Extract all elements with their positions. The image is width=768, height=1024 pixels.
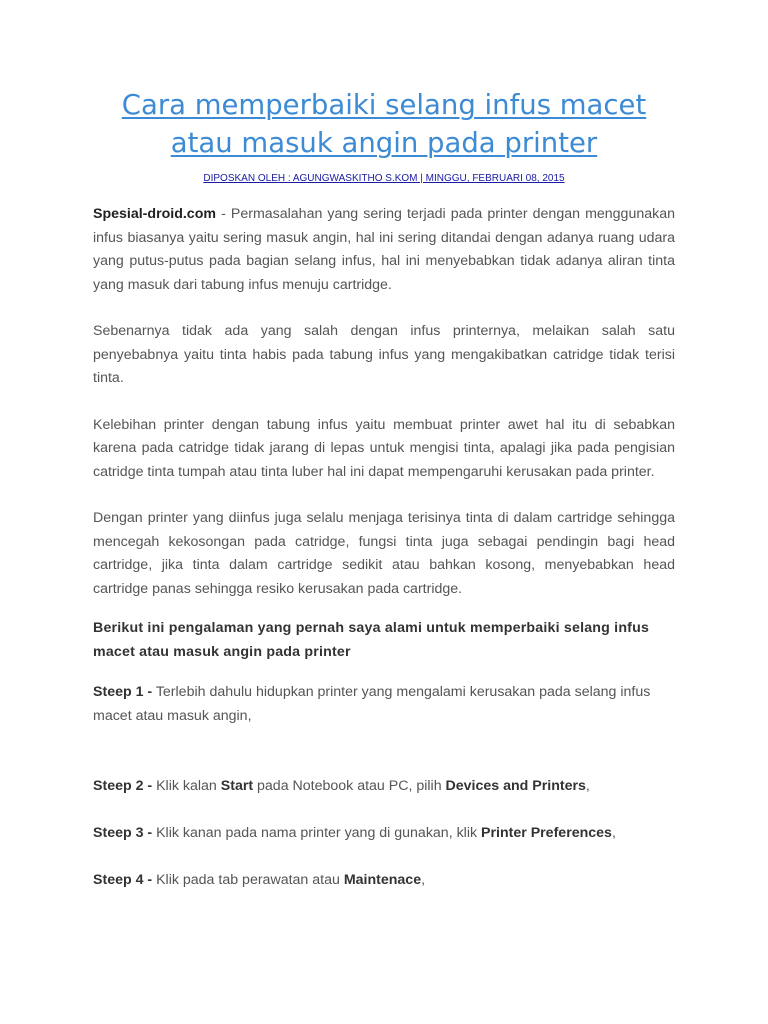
article-body bbox=[93, 203, 675, 601]
step-keyword: Maintenace bbox=[343, 872, 422, 888]
step-label: Steep 4 - bbox=[93, 872, 153, 888]
step-text: pada Notebook atau PC, pilih bbox=[253, 778, 446, 794]
paragraph: Dengan printer yang diinfus juga selalu menjaga terisinya tinta di dalam cartridge sehingga mencegah kekosongan pada catridge, fungsi tinta juga sebagai pendingin bagi head cartridge, jika tinta dalam cartridge sedikit atau bahkan kosong, menyebabkan head cartridge panas sehingga resiko kerusakan pada cartridge. bbox=[93, 510, 675, 597]
step-text: Klik kalan bbox=[152, 778, 221, 794]
intro-text: - Permasalahan yang sering terjadi pada printer dengan menggunakan infus biasanya yaitu sering masuk angin, hal ini sering ditandai dengan adanya ruang udara yang putus-putus pada bagian selang infus, hal ini menyebabkan tidak adanya aliran tinta yang masuk dari tabung infus menuju cartridge. bbox=[93, 206, 675, 293]
step-item bbox=[93, 869, 675, 893]
step-keyword: Start bbox=[220, 778, 254, 794]
step-keyword: Devices and Printers bbox=[445, 778, 586, 794]
steps-heading: Berikut ini pengalaman yang pernah saya alami untuk memperbaiki selang infus macet atau masuk angin pada printer bbox=[93, 620, 650, 660]
step-text: Klik pada tab perawatan atau bbox=[152, 872, 344, 888]
step-label: Steep 3 - bbox=[93, 825, 153, 841]
paragraph: Sebenarnya tidak ada yang salah dengan infus printernya, melaikan salah satu penyebabnya yaitu tinta habis pada tabung infus yang mengakibatkan catridge tidak terisi tinta. bbox=[93, 323, 675, 386]
post-meta-link[interactable]: DIPOSKAN OLEH : AGUNGWASKITHO S.KOM | MINGGU, FEBRUARI 08, 2015 bbox=[203, 173, 565, 184]
step-item bbox=[93, 775, 675, 799]
step-label: Steep 1 - bbox=[93, 684, 153, 700]
step-text: Terlebih dahulu hidupkan printer yang mengalami kerusakan pada selang infus macet atau masuk angin, bbox=[93, 684, 651, 724]
step-item bbox=[93, 822, 675, 846]
paragraph: Kelebihan printer dengan tabung infus yaitu membuat printer awet hal itu di sebabkan karena pada catridge tidak jarang di lepas untuk mengisi tinta, apalagi jika pada pengisian catridge tinta tumpah atau tinta luber hal ini dapat mempengaruhi kerusakan pada printer. bbox=[93, 416, 675, 480]
post-meta bbox=[93, 172, 675, 186]
step-text: Klik kanan pada nama printer yang di gunakan, klik bbox=[152, 825, 482, 841]
step-text: , bbox=[585, 778, 590, 794]
step-text: , bbox=[421, 872, 426, 888]
article-title[interactable]: Cara memperbaiki selang infus macet atau masuk angin pada printer bbox=[121, 89, 647, 159]
step-label: Steep 2 - bbox=[93, 778, 153, 794]
article bbox=[93, 86, 675, 893]
intro-paragraph bbox=[93, 203, 675, 297]
site-name: Spesial-droid.com bbox=[93, 206, 216, 222]
step-text: , bbox=[611, 825, 616, 841]
step-item bbox=[93, 681, 675, 728]
step-keyword: Printer Preferences bbox=[481, 825, 612, 841]
